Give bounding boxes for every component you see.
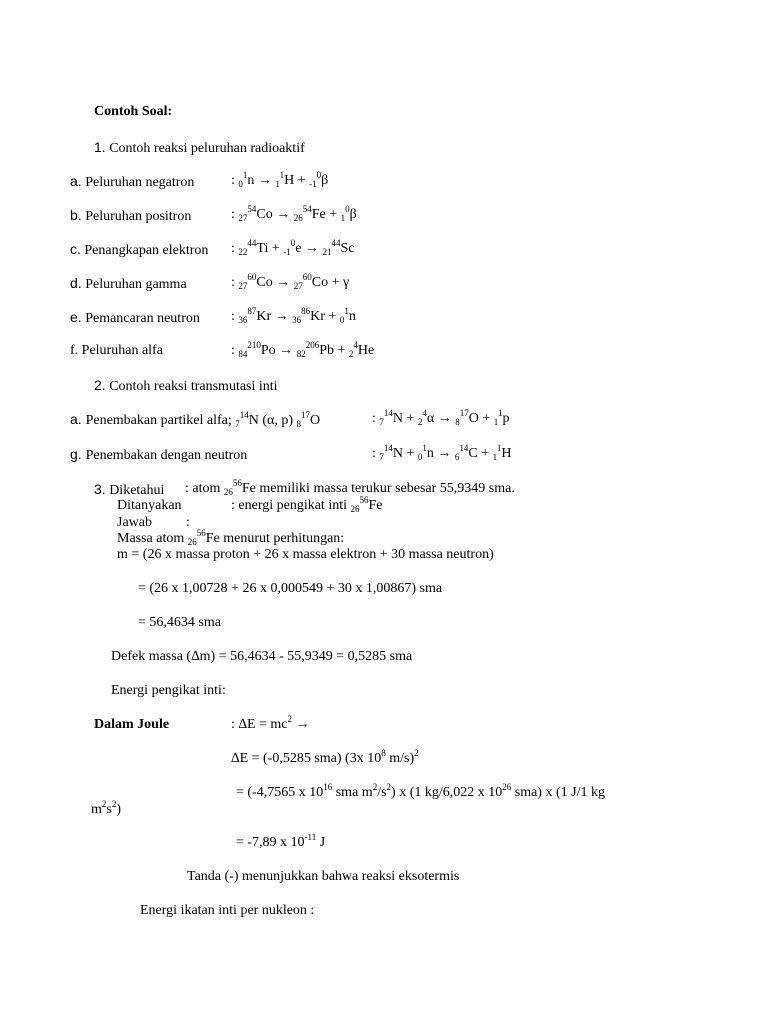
superscript: 2 <box>111 799 117 809</box>
equation-text: m <box>91 802 102 817</box>
colon: : <box>231 343 239 358</box>
item-letter: f. <box>70 343 79 358</box>
superscript: 56 <box>359 495 369 505</box>
subscript: 2 <box>348 349 354 359</box>
equation-text: → <box>292 717 310 732</box>
equation-text: = (-4,7565 x 10 <box>236 785 324 800</box>
subscript: 84 <box>238 349 248 359</box>
subscript: 26 <box>223 487 233 497</box>
subscript: 22 <box>238 247 248 257</box>
transmutation-item-equation <box>372 410 509 428</box>
superscript: 1 <box>279 170 285 180</box>
superscript: 60 <box>247 272 257 282</box>
equation-text: Co → <box>256 275 294 290</box>
equation-text: Co → <box>256 207 294 222</box>
joule-line-2 <box>231 750 419 768</box>
subscript: 26 <box>350 504 360 514</box>
equation-text: n → <box>426 446 455 461</box>
subscript: 1 <box>275 179 280 189</box>
equation-text: H <box>501 446 512 461</box>
joule-line-3a <box>236 784 605 802</box>
subscript: 26 <box>187 537 197 547</box>
equation-text: ) x (1 kg/6,022 x 10 <box>391 785 503 800</box>
decay-item-label <box>70 274 187 294</box>
superscript: 14 <box>383 408 393 418</box>
equation-text: atom <box>192 481 224 496</box>
subscript: 8 <box>455 417 460 427</box>
equation-text: Fe memiliki massa terukur sebesar 55,9349 sma. <box>241 481 515 496</box>
subscript: 0 <box>238 179 243 189</box>
transmutation-item-label <box>70 410 320 430</box>
calc-line-2: = 56,4634 sma <box>138 615 221 630</box>
equation-text: Kr + <box>310 309 340 324</box>
superscript: 17 <box>459 408 469 418</box>
decay-item-label <box>70 240 208 260</box>
superscript: 44 <box>247 238 257 248</box>
item-letter: g. <box>70 446 86 462</box>
equation-text: Kr → <box>256 309 293 324</box>
equation-text: p <box>502 411 510 426</box>
equation-text: β <box>321 173 329 188</box>
superscript: 60 <box>302 272 312 282</box>
subscript: -1 <box>309 179 317 189</box>
superscript: 2 <box>287 714 293 724</box>
item-text: Pemancaran neutron <box>81 311 200 326</box>
subscript: 26 <box>293 213 303 223</box>
equation-text: Massa atom <box>117 531 188 546</box>
superscript: 8 <box>381 748 386 758</box>
subscript: 1 <box>340 213 346 223</box>
superscript: 1 <box>496 443 502 453</box>
superscript: 0 <box>316 170 322 180</box>
item-text: Penangkapan elektron <box>80 243 209 258</box>
superscript: 2 <box>101 799 107 809</box>
superscript: 1 <box>242 170 248 180</box>
equation-text: Po → <box>260 343 297 358</box>
superscript: 0 <box>345 204 350 214</box>
subscript: 8 <box>296 419 302 429</box>
decay-item-label <box>70 172 194 192</box>
subscript: 82 <box>296 349 306 359</box>
equation-text: α → <box>426 411 456 426</box>
equation-text: N (α, p) <box>248 413 297 428</box>
superscript: 1 <box>422 443 427 453</box>
equation-text: He <box>357 343 375 358</box>
equation-text: n → <box>247 173 276 188</box>
colon: : <box>231 241 239 256</box>
equation-text: m/s) <box>385 751 415 766</box>
subscript: 27 <box>238 213 248 223</box>
subscript: 1 <box>493 417 498 427</box>
superscript: 1 <box>497 408 503 418</box>
subscript: 7 <box>379 417 384 427</box>
equation-text: sma) x (1 J/1 kg <box>511 785 605 800</box>
item-letter: b. <box>70 207 82 223</box>
joule-line-1: : $\Delta E = mc^2$ → <box>231 714 310 732</box>
equation-text: sma m <box>332 785 373 800</box>
superscript: 14 <box>459 443 469 453</box>
m-equation: m = (26 x massa proton + 26 x massa elektron + 30 massa neutron) <box>117 547 494 562</box>
equation-text: Penembakan dengan neutron <box>85 448 248 463</box>
superscript: 206 <box>305 340 320 350</box>
subscript: 27 <box>238 281 248 291</box>
decay-item-equation <box>231 274 349 292</box>
superscript: 26 <box>502 782 512 792</box>
colon: : <box>231 309 239 324</box>
equation-text: β <box>349 207 357 222</box>
equation-text: /s <box>377 785 387 800</box>
superscript: 210 <box>247 340 261 350</box>
colon: : <box>231 207 239 222</box>
superscript: 2 <box>372 782 378 792</box>
calc-line-1: = (26 x 1,00728 + 26 x 0,000549 + 30 x 1,00867) sma <box>138 581 443 596</box>
energi-ikatan-label: Energi ikatan inti per nukleon : <box>140 903 315 918</box>
superscript: 86 <box>301 306 311 316</box>
defek-massa: Defek massa (∆m) = 56,4634 - 55,9349 = 0,5285 sma <box>111 649 413 664</box>
subscript: 7 <box>379 452 384 462</box>
equation-text: energi pengikat inti <box>238 498 351 513</box>
subscript: 0 <box>417 452 423 462</box>
ditanyakan-value: : energi pengikat inti $_{26}^{56}$Fe <box>231 495 383 514</box>
equation-text: e → <box>295 241 323 256</box>
section1-title: 1. Contoh reaksi peluruhan radioaktif <box>94 139 305 156</box>
decay-item-equation <box>231 342 374 360</box>
superscript: 56 <box>232 478 242 488</box>
equation-text: = -7,89 x 10 <box>236 835 305 850</box>
equation-text: C + <box>468 446 493 461</box>
joule-line-3b <box>91 801 121 819</box>
equation-text: Fe <box>368 498 383 513</box>
colon: : <box>372 446 380 461</box>
diketahui-value: : atom $_{26}^{56}$Fe memiliki massa terukur sebesar 55,9349 sma. <box>185 478 515 497</box>
equation-text: n <box>348 309 356 324</box>
decay-item-equation <box>231 240 354 258</box>
superscript: 87 <box>247 306 257 316</box>
superscript: 56 <box>196 528 206 538</box>
heading: Contoh Soal: <box>94 104 173 119</box>
superscript: 1 <box>344 306 349 316</box>
equation-text: ) <box>116 802 122 817</box>
decay-item-equation <box>231 206 357 224</box>
equation-text: Fe menurut perhitungan: <box>205 531 345 546</box>
equation-text: O + <box>468 411 494 426</box>
jawab-colon: : <box>186 515 190 530</box>
item-text: Peluruhan alfa <box>78 343 163 358</box>
tanda-note: Tanda (-) menunjukkan bahwa reaksi eksotermis <box>187 869 460 884</box>
superscript: 14 <box>383 443 393 453</box>
equation-text: s <box>106 802 112 817</box>
item-text: Peluruhan gamma <box>81 277 187 292</box>
section2-title: 2. Contoh reaksi transmutasi inti <box>94 377 278 394</box>
jawab-label: Jawab <box>117 515 152 530</box>
superscript: 54 <box>247 204 257 214</box>
equation-text: O <box>310 413 321 428</box>
energi-pengikat-label: Energi pengikat inti: <box>111 683 226 698</box>
equation-text: Sc <box>340 241 355 256</box>
subscript: 2 <box>417 417 423 427</box>
superscript: 4 <box>422 408 427 418</box>
subscript: -1 <box>283 247 291 257</box>
subscript: 1 <box>492 452 497 462</box>
superscript: 14 <box>239 410 249 420</box>
colon: : <box>231 275 239 290</box>
subscript: 6 <box>454 452 460 462</box>
equation-text: Pb + <box>319 343 349 358</box>
equation-text: Ti + <box>256 241 284 256</box>
subscript: 36 <box>292 315 302 325</box>
equation-text: N + <box>392 411 418 426</box>
superscript: 16 <box>323 782 333 792</box>
equation-text: ∆E = (-0,5285 sma) (3x 10 <box>231 751 382 766</box>
decay-item-equation <box>231 172 328 190</box>
subscript: 21 <box>322 247 332 257</box>
superscript: 54 <box>302 204 312 214</box>
superscript: 4 <box>353 340 358 350</box>
ditanyakan-label: Ditanyakan <box>117 498 182 513</box>
item-letter: d. <box>70 275 82 291</box>
decay-item-label <box>70 342 163 360</box>
superscript: 0 <box>290 238 296 248</box>
joule-line-4 <box>236 834 325 852</box>
item-letter: c. <box>70 241 81 257</box>
dalam-joule-label: Dalam Joule <box>94 717 170 732</box>
superscript: -11 <box>304 832 317 842</box>
colon: : <box>372 411 380 426</box>
superscript: 2 <box>386 782 392 792</box>
equation-text: J <box>316 835 326 850</box>
transmutation-item-label <box>70 445 247 465</box>
colon: : <box>231 173 239 188</box>
superscript: 2 <box>414 748 419 758</box>
item-text: Peluruhan positron <box>81 209 192 224</box>
transmutation-item-equation <box>372 445 511 463</box>
subscript: 27 <box>293 281 303 291</box>
diketahui-row: 3. Diketahui <box>94 481 165 498</box>
subscript: 0 <box>339 315 345 325</box>
superscript: 44 <box>331 238 341 248</box>
subscript: 7 <box>235 419 240 429</box>
decay-item-label <box>70 206 191 226</box>
subscript: 36 <box>238 315 248 325</box>
equation-text: Fe + <box>311 207 341 222</box>
equation-text: ∆E = mc <box>238 717 288 732</box>
equation-text: Co + γ <box>311 275 350 290</box>
equation-text: Penembakan partikel alfa; <box>85 413 236 428</box>
decay-item-label <box>70 308 200 328</box>
equation-text: N + <box>392 446 418 461</box>
item-letter: a. <box>70 173 82 189</box>
equation-text: H + <box>284 173 310 188</box>
item-letter: a. <box>70 411 86 427</box>
item-letter: e. <box>70 309 82 325</box>
item-text: Peluruhan negatron <box>81 175 195 190</box>
superscript: 17 <box>301 410 311 420</box>
decay-item-equation <box>231 308 356 326</box>
